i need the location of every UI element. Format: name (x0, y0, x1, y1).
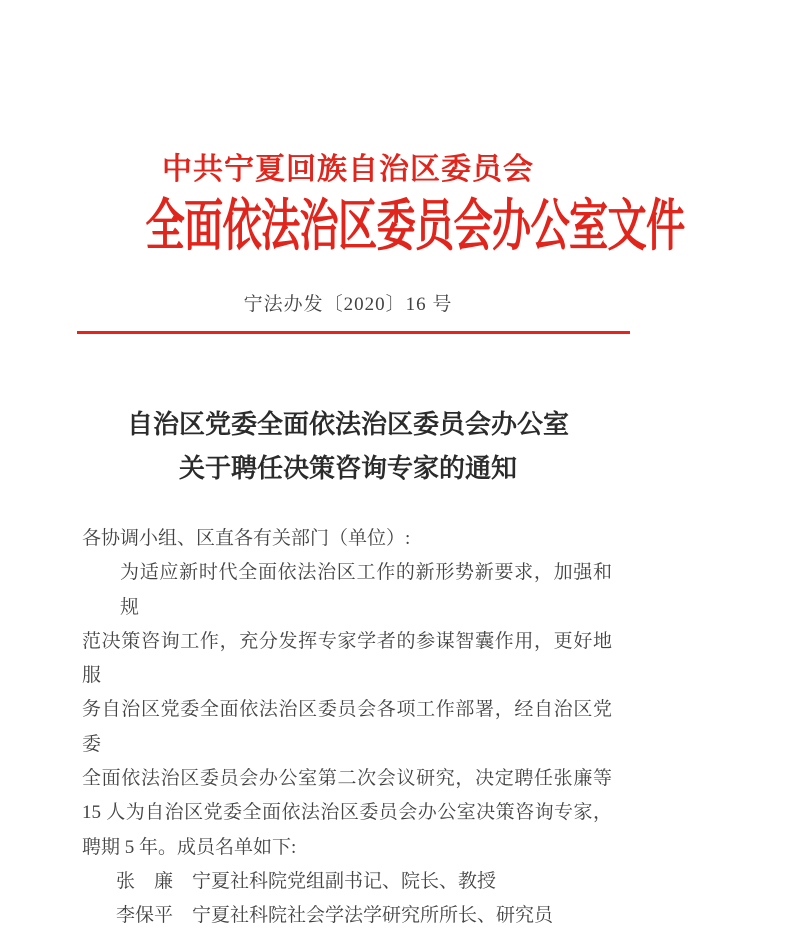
paragraph-line: 务自治区党委全面依法治区委员会各项工作部署，经自治区党委 (82, 699, 612, 755)
document-title (30, 403, 666, 491)
salutation-line: 各协调小组、区直各有关部门（单位）: (82, 528, 411, 549)
paragraph-line: 为适应新时代全面依法治区工作的新形势新要求，加强和规 (120, 562, 612, 618)
member-name: 张 廉 (116, 870, 174, 892)
member-row (82, 899, 612, 933)
document-reference-number: 宁法办发〔2020〕16 号 (243, 294, 453, 315)
paragraph-line: 15 人为自治区党委全面依法治区委员会办公室决策咨询专家， (82, 802, 612, 824)
member-title: 宁夏社科院社会学法学研究所所长、研究员 (192, 905, 554, 927)
document-masthead (30, 196, 685, 258)
member-name: 李保平 (116, 905, 174, 927)
paragraph-line: 范决策咨询工作，充分发挥专家学者的参谋智囊作用，更好地服 (82, 630, 612, 687)
red-divider-line (77, 331, 630, 334)
member-row (82, 865, 612, 899)
paragraph-line: 聘期 5 年。成员名单如下: (82, 836, 297, 858)
document-title-line2: 关于聘任决策咨询专家的通知 (178, 454, 517, 483)
document-body (82, 522, 612, 934)
issuing-org-name: 中共宁夏回族自治区委员会 (162, 153, 534, 186)
member-title: 宁夏社科院党组副书记、院长、教授 (192, 870, 497, 892)
document-title-line1: 自治区党委全面依法治区委员会办公室 (126, 410, 569, 439)
masthead-text: 全面依法治区委员会办公室文件 (145, 196, 685, 258)
paragraph-line: 全面依法治区委员会办公室第二次会议研究，决定聘任张廉等 (82, 768, 612, 790)
